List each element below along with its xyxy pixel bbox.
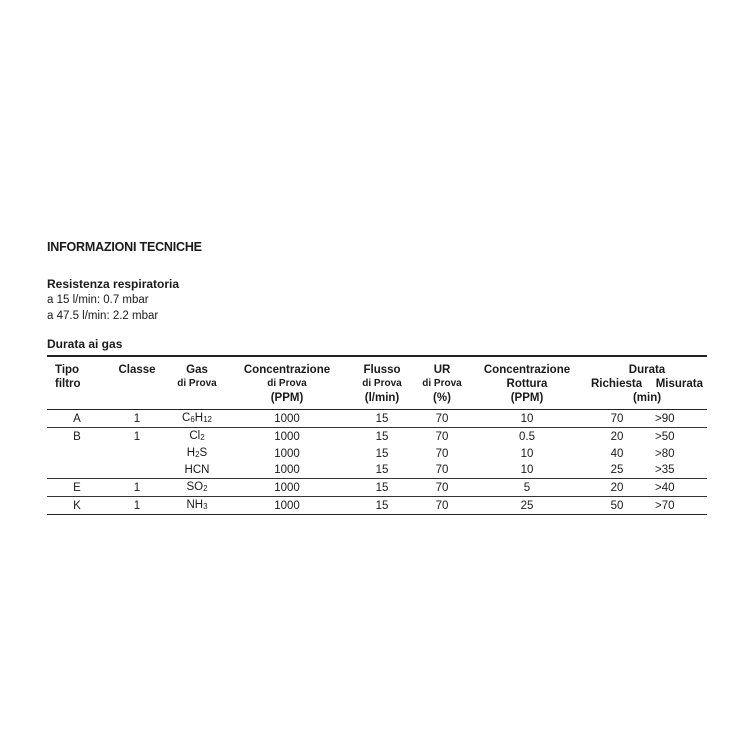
cell-richiesta: 50	[587, 497, 647, 515]
cell-gas: $H_2S$	[186, 447, 208, 459]
cell-misurata: >80	[655, 447, 675, 460]
cell-flusso: 15	[375, 464, 389, 476]
cell-classe: 1	[107, 479, 167, 497]
gas-duration-table	[47, 355, 707, 515]
gas-duration-section	[47, 337, 707, 515]
cell-classe	[107, 445, 167, 462]
cell-rottura: 0.5	[467, 428, 587, 446]
header-flusso: Flusso di Prova (l/min)	[347, 356, 417, 410]
header-richiesta: Richiesta	[591, 378, 643, 390]
header-classe: Classe	[107, 356, 167, 410]
cell-flusso: 15	[347, 428, 417, 446]
cell-ur: 70	[417, 410, 467, 428]
cell-rottura: 25	[467, 497, 587, 515]
cell-richiesta: 20	[587, 428, 647, 446]
cell-gas: $Cl_2$	[167, 428, 227, 446]
cell-gas: $NH_3$	[167, 497, 227, 515]
cell-gas: HCN	[184, 464, 210, 476]
header-gas: Gas di Prova	[167, 356, 227, 410]
cell-conc: 1000	[274, 464, 300, 476]
cell-rottura: 10	[520, 447, 534, 460]
cell-rottura: 10	[520, 464, 534, 476]
cell-tipo: E	[47, 479, 107, 497]
cell-richiesta: 70	[587, 410, 647, 428]
cell-misurata: >35	[655, 464, 675, 476]
cell-flusso: 15	[347, 410, 417, 428]
header-concentrazione-prova: Concentrazione di Prova (PPM)	[227, 356, 347, 410]
cell-ur: 70	[435, 464, 449, 476]
page-title: INFORMAZIONI TECNICHE	[47, 240, 202, 254]
cell-conc: 1000	[227, 479, 347, 497]
cell-classe: 1	[107, 428, 167, 446]
cell-ur: 70	[417, 497, 467, 515]
cell-tipo: A	[47, 410, 107, 428]
header-ur: UR di Prova (%)	[417, 356, 467, 410]
table-row	[47, 445, 707, 462]
cell-conc: 1000	[227, 428, 347, 446]
cell-classe: 1	[107, 497, 167, 515]
cell-gas: $SO_2$	[167, 479, 227, 497]
cell-ur: 70	[417, 428, 467, 446]
cell-conc: 1000	[227, 497, 347, 515]
gas-duration-heading: Durata ai gas	[47, 337, 123, 351]
resistance-heading: Resistenza respiratoria	[47, 277, 180, 291]
resistance-section	[47, 277, 707, 323]
cell-gas: $C_6H_{12}$	[167, 410, 227, 428]
cell-conc: 1000	[227, 410, 347, 428]
cell-ur: 70	[417, 479, 467, 497]
table-row	[47, 410, 707, 428]
cell-misurata: >90	[647, 410, 707, 428]
cell-misurata: >70	[647, 497, 707, 515]
resistance-line-1: a 15 l/min: 0.7 mbar	[47, 294, 149, 306]
cell-rottura: 5	[467, 479, 587, 497]
cell-richiesta: 40	[610, 447, 624, 460]
header-durata: Durata Richiesta Misurata (min)	[587, 356, 707, 410]
table-row	[47, 497, 707, 515]
cell-tipo: K	[47, 497, 107, 515]
cell-tipo: B	[47, 428, 107, 446]
header-concentrazione-rottura: Concentrazione Rottura (PPM)	[467, 356, 587, 410]
cell-flusso: 15	[347, 479, 417, 497]
cell-classe	[107, 462, 167, 479]
cell-classe: 1	[107, 410, 167, 428]
table-header-row	[47, 356, 707, 410]
cell-flusso: 15	[347, 497, 417, 515]
header-tipo-filtro: Tipo filtro	[47, 356, 107, 410]
cell-flusso: 15	[375, 447, 389, 460]
table-body	[47, 410, 707, 515]
header-min: (min)	[632, 392, 662, 404]
technical-info-document	[47, 240, 707, 515]
cell-rottura: 10	[467, 410, 587, 428]
table-row	[47, 479, 707, 497]
cell-richiesta: 20	[587, 479, 647, 497]
table-row	[47, 428, 707, 446]
cell-misurata: >50	[647, 428, 707, 446]
cell-richiesta: 25	[610, 464, 624, 476]
cell-tipo	[47, 462, 107, 479]
resistance-line-2: a 47.5 l/min: 2.2 mbar	[47, 310, 159, 322]
cell-tipo	[47, 445, 107, 462]
header-misurata: Misurata	[655, 378, 703, 390]
cell-misurata: >40	[647, 479, 707, 497]
cell-conc: 1000	[274, 447, 300, 460]
table-row	[47, 462, 707, 479]
cell-ur: 70	[435, 447, 449, 460]
